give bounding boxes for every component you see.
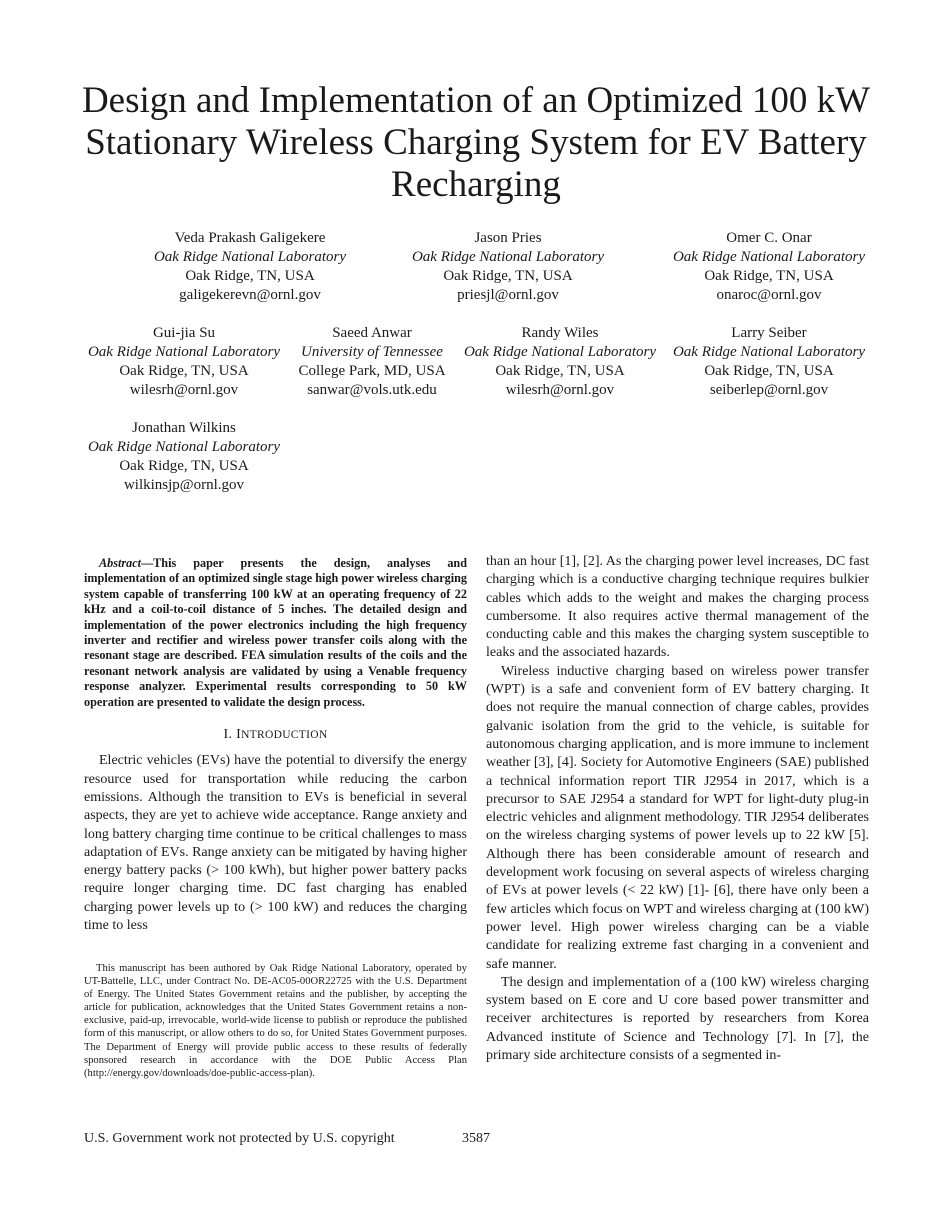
paper-title: Design and Implementation of an Optimized 100 kW Stationary Wireless Charging System for EV Battery Recharging bbox=[81, 80, 871, 205]
author-location: Oak Ridge, TN, USA bbox=[443, 268, 573, 284]
author-block bbox=[664, 229, 874, 305]
author-email: wilkinsjp@ornl.gov bbox=[123, 477, 245, 493]
author-email: sanwar@vols.utk.edu bbox=[307, 382, 437, 398]
author-block bbox=[664, 324, 874, 400]
section-heading bbox=[84, 726, 467, 744]
paragraph-continued: than an hour [1], [2]. As the charging power level increases, DC fast charging which is a conductive charging technique requires bulkier cables which adds to the weight and makes the charging process cumbersome. It also requires active thermal management of the conducting cable and this makes the charging system susceptible to leaks and the associated hazards. bbox=[486, 554, 869, 661]
author-location: Oak Ridge, TN, USA bbox=[185, 268, 315, 284]
author-affiliation: Oak Ridge National Laboratory bbox=[411, 249, 605, 265]
section-initial: I bbox=[236, 727, 242, 743]
author-name: Omer C. Onar bbox=[726, 230, 812, 246]
abstract bbox=[84, 556, 467, 710]
author-name: Gui-jia Su bbox=[152, 325, 216, 341]
paragraph: Wireless inductive charging based on wireless power transfer (WPT) is a safe and convenient form of EV battery charging. It does not require the manual connection of charge cables, provides galvanic isolation from the grid to the vehicle, is suitable for autonomous charging application, and is more immune to inclement weather [3], [4]. Society for Automotive Engineers (SAE) published a technical information report TIR J2954 in 2017, which is a precursor to SAE J2954 a standard for WPT for light-duty plug-in electric vehicles and alignment methodology. TIR J2954 deliberates on the wireless charging systems of power levels up to 22 kW [5]. Although there has been considerable amount of research and development work focusing on several aspects of wireless charging of EVs at power levels (< 22 kW) [1]- [6], there have only been a few articles which focus on WPT and wireless charging at (100 kW) power level. High power wireless charging can be a viable candidate for realizing extreme fast charging in a convenient and safe manner. bbox=[486, 663, 869, 972]
author-block bbox=[403, 229, 613, 305]
author-name: Larry Seiber bbox=[731, 325, 807, 341]
author-location: Oak Ridge, TN, USA bbox=[704, 268, 834, 284]
footer-copyright: U.S. Government work not protected by U.S. copyright bbox=[84, 1131, 395, 1146]
author-affiliation: Oak Ridge National Laboratory bbox=[463, 344, 657, 360]
author-location: College Park, MD, USA bbox=[298, 363, 446, 379]
author-email: onaroc@ornl.gov bbox=[716, 287, 822, 303]
author-location: Oak Ridge, TN, USA bbox=[495, 363, 625, 379]
section-title-rest: NTRODUCTION bbox=[241, 729, 328, 742]
author-name: Randy Wiles bbox=[521, 325, 599, 341]
author-affiliation: Oak Ridge National Laboratory bbox=[87, 344, 281, 360]
author-affiliation: Oak Ridge National Laboratory bbox=[153, 249, 347, 265]
intro-paragraph: Electric vehicles (EVs) have the potential to diversify the energy resource used for transportation while reducing the carbon emissions. Although the transition to EVs is beneficial in several aspects, they are yet to achieve wide acceptance. Range anxiety and long battery charging time continue to be critical challenges to mass adaptation of EVs. Range anxiety can be mitigated by having higher energy battery packs (> 100 kWh), but higher power battery packs require longer charging time. DC fast charging has enabled charging power levels up to (> 100 kW) and reduces the charging time to less bbox=[84, 753, 467, 934]
copyright-footnote bbox=[84, 962, 467, 1080]
author-email: wilesrh@ornl.gov bbox=[505, 382, 615, 398]
author-name: Jason Pries bbox=[474, 230, 542, 246]
footnote-text: This manuscript has been authored by Oak Ridge National Laboratory, operated by UT-Battelle, LLC, under Contract No. DE-AC05-00OR22725 with the U.S. Department of Energy. The United States Government retains and the publisher, by accepting the article for publication, acknowledges that the United States Government retains a non-exclusive, paid-up, irrevocable, world-wide license to publish or reproduce the published form of this manuscript, or allow others to do so, for United States Government purposes. The Department of Energy will provide public access to these results of federally sponsored research in accordance with the DOE Public Access Plan (http://energy.gov/downloads/doe-public-access-plan). bbox=[84, 963, 467, 1079]
author-email: wilesrh@ornl.gov bbox=[129, 382, 239, 398]
author-location: Oak Ridge, TN, USA bbox=[704, 363, 834, 379]
right-column bbox=[486, 553, 869, 1065]
author-location: Oak Ridge, TN, USA bbox=[119, 458, 249, 474]
author-block bbox=[79, 324, 289, 400]
paragraph: The design and implementation of a (100 kW) wireless charging system based on E core and U core based power transmitter and receiver architectures is reported by researchers from Korea Advanced institute of Science and Technology [7]. In [7], the primary side architecture consists of a segmented in- bbox=[486, 974, 869, 1064]
page-number: 3587 bbox=[462, 1131, 490, 1146]
author-block bbox=[455, 324, 665, 400]
author-name: Saeed Anwar bbox=[332, 325, 412, 341]
author-email: seiberlep@ornl.gov bbox=[709, 382, 829, 398]
author-affiliation: Oak Ridge National Laboratory bbox=[87, 439, 281, 455]
author-block bbox=[267, 324, 477, 400]
abstract-lead: Abstract bbox=[99, 556, 141, 570]
author-name: Jonathan Wilkins bbox=[132, 420, 236, 436]
author-affiliation: Oak Ridge National Laboratory bbox=[672, 344, 866, 360]
author-email: priesjl@ornl.gov bbox=[457, 287, 559, 303]
author-block bbox=[79, 419, 289, 495]
left-column bbox=[84, 556, 467, 935]
author-email: galigekerevn@ornl.gov bbox=[179, 287, 321, 303]
author-affiliation: Oak Ridge National Laboratory bbox=[672, 249, 866, 265]
author-affiliation: University of Tennessee bbox=[301, 344, 443, 360]
author-block bbox=[145, 229, 355, 305]
abstract-text: —This paper presents the design, analyses and implementation of an optimized single stage high power wireless charging system capable of transferring 100 kW at an operating frequency of 22 kHz and a coil-to-coil distance of 5 inches. The detailed design and implementation of the power electronics including the high frequency inverter and rectifier and wireless power transfer coils along with the resonant stage are described. FEA simulation results of the coils and the resonant network analysis are validated by using a Venable frequency response analyzer. Experimental results corresponding to 50 kW operation are presented to validate the design process. bbox=[84, 556, 467, 709]
author-name: Veda Prakash Galigekere bbox=[174, 230, 326, 246]
section-numeral: I. bbox=[223, 727, 237, 743]
author-location: Oak Ridge, TN, USA bbox=[119, 363, 249, 379]
